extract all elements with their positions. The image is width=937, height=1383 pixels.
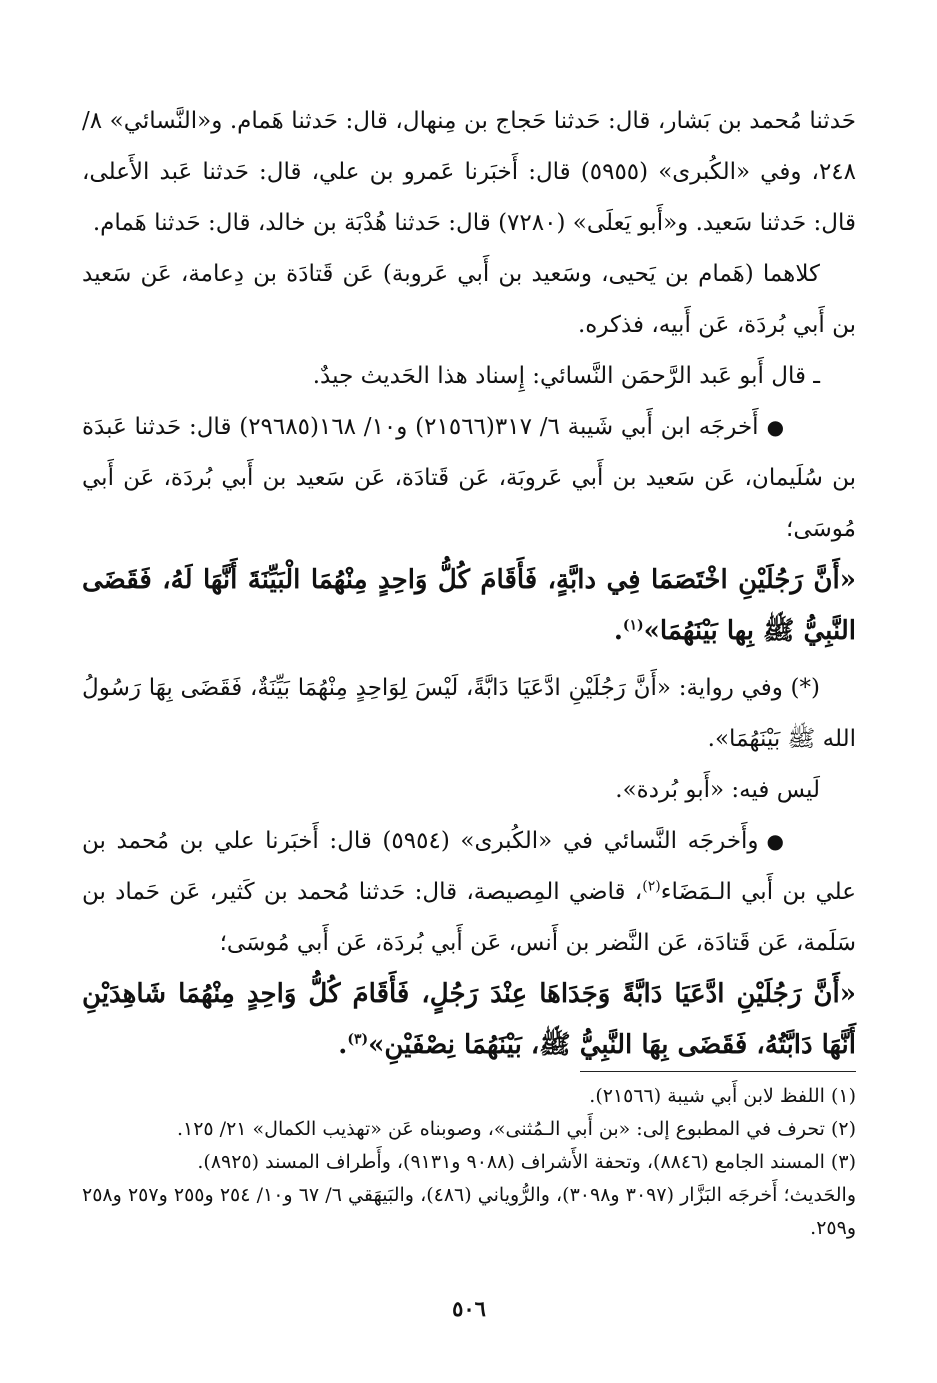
page-number: ٥٠٦ xyxy=(452,1296,486,1321)
footnote-3-continuation: والحَديث؛ أَخرجَه البَزَّار (٣٠٩٧ و٣٠٩٨)، والرُّوياني (٤٨٦)، والبَيهَقي ٦/ ٦٧ و١٠/ ٢٥٤ و٢٥٥ و٢٥٧ و٢٥٨ و٢٥٩. xyxy=(82,1184,857,1239)
hadith-1-body: «أَنَّ رَجُلَيْنِ اخْتَصَمَا فِي دابَّةٍ، فَأَقَامَ كُلُّ وَاحِدٍ مِنْهُمَا الْبَيِّنَةَ أَنَّهَا لَهُ، فَقَضَى النَّبِيُّ ﷺ بِها بَيْنَهُمَا» xyxy=(82,565,856,646)
hadith-2-body: «أَنَّ رَجُلَيْنِ ادَّعَيَا دَابَّةً وَجَدَاهَا عِنْدَ رَجُلٍ، فَأَقَامَ كُلُّ وَاحِدٍ مِنْهُمَا شَاهِدَيْنِ أَنَّهَا دَابَّتُهُ، فَقَضَى بِهَا النَّبِيُّ ﷺ، بَيْنَهُمَا نِصْفَيْنِ» xyxy=(82,979,856,1060)
ibn-abi-shayba-text: أَخرجَه ابن أَبي شَيبة ٦/ ٣١٧(٢١٥٦٦) و١٠/ ١٦٨(٢٩٦٨٥) قال: حَدثنا عَبدَة بن سُلَيمان، عَن سَعيد بن أَبي عَروبَة، عَن قَتادَة، عَن سَعيد بن أَبي بُردَة، عَن أَبي مُوسَى؛ xyxy=(82,414,856,542)
footnote-divider xyxy=(580,1071,856,1072)
footnote-3: (٣) المسند الجامع (٨٨٤٦)، وتحفة الأَشراف (٩٠٨٨ و٩١٣١)، وأَطراف المسند (٨٩٢٥). xyxy=(197,1151,856,1173)
hadith-text-1 xyxy=(82,555,856,657)
nasai-kubra-text-start: وأَخرجَه النَّسائي في «الكُبرى» (٥٩٥٤) قال: أَخبَرنا علي بن مُحمد بن علي بن أَبي الـمَضَاء xyxy=(82,828,856,905)
footnote-1: (١) اللفظ لابن أَبي شيبة (٢١٥٦٦). xyxy=(589,1085,856,1107)
nasai-comment: ـ قال أَبو عَبد الرَّحمَن النَّسائي: إِسناد هذا الحَديث جيدٌ. xyxy=(312,363,820,389)
alternate-narration-paragraph: (*) وفي رواية: «أَنَّ رَجُلَيْنِ ادَّعَيَا دَابَّةً، لَيْسَ لِوَاحِدٍ مِنْهُمَا بَيِّنَةٌ، فَقَضَى بِهَا رَسُولُ الله ﷺ بَيْنَهُمَا». xyxy=(82,675,856,752)
footnote-ref-1: (١) xyxy=(622,617,644,634)
footnote-2: (٢) تحرف في المطبوع إلى: «بن أَبي الـمُثنى»، وصوبناه عَن «تهذيب الكمال» ٢١/ ١٢٥. xyxy=(176,1118,856,1140)
ibn-abi-shayba-paragraph xyxy=(82,402,856,555)
missing-narrator-note: لَيس فيه: «أَبو بُردة». xyxy=(615,777,820,803)
narrators-summary-paragraph: كلاهما (هَمام بن يَحيى، وسَعيد بن أَبي عَروبة) عَن قَتادَة بن دِعامة، عَن سَعيد بن أَبي بُردَة، عَن أَبيه، فذكره. xyxy=(82,261,856,338)
nasai-kubra-paragraph xyxy=(82,816,856,969)
bullet-icon: ● xyxy=(766,415,785,439)
book-page xyxy=(82,96,856,1336)
hadith-text-2 xyxy=(82,969,856,1071)
nasai-kubra-text-rest: ، قاضي المِصيصة، قال: حَدثنا مُحمد بن كَثير، عَن حَماد بن سَلَمة، عَن قَتادَة، عَن النَّضر بن أَنس، عَن أَبي بُردَة، عَن أَبي مُوسَى؛ xyxy=(82,879,856,956)
chain-of-narration-paragraph: حَدثنا مُحمد بن بَشار، قال: حَدثنا حَجاج بن مِنهال، قال: حَدثنا هَمام. و«النَّسائي» ٨/ ٢٤٨، وفي «الكُبرى» (٥٩٥٥) قال: أَخبَرنا عَمرو بن علي، قال: حَدثنا عَبد الأَعلى، قال: حَدثنا سَعيد. و«أَبو يَعلَى» (٧٢٨٠) قال: حَدثنا هُدْبَة بن خالد، قال: حَدثنا هَمام. xyxy=(82,108,856,236)
footnote-ref-3: (٣) xyxy=(347,1031,369,1048)
footnotes-section xyxy=(82,1080,856,1245)
hadith-2-period: . xyxy=(338,1030,348,1060)
hadith-1-period: . xyxy=(613,616,623,646)
bullet-icon: ● xyxy=(766,829,784,853)
footnote-ref-2: (٢) xyxy=(642,878,661,895)
